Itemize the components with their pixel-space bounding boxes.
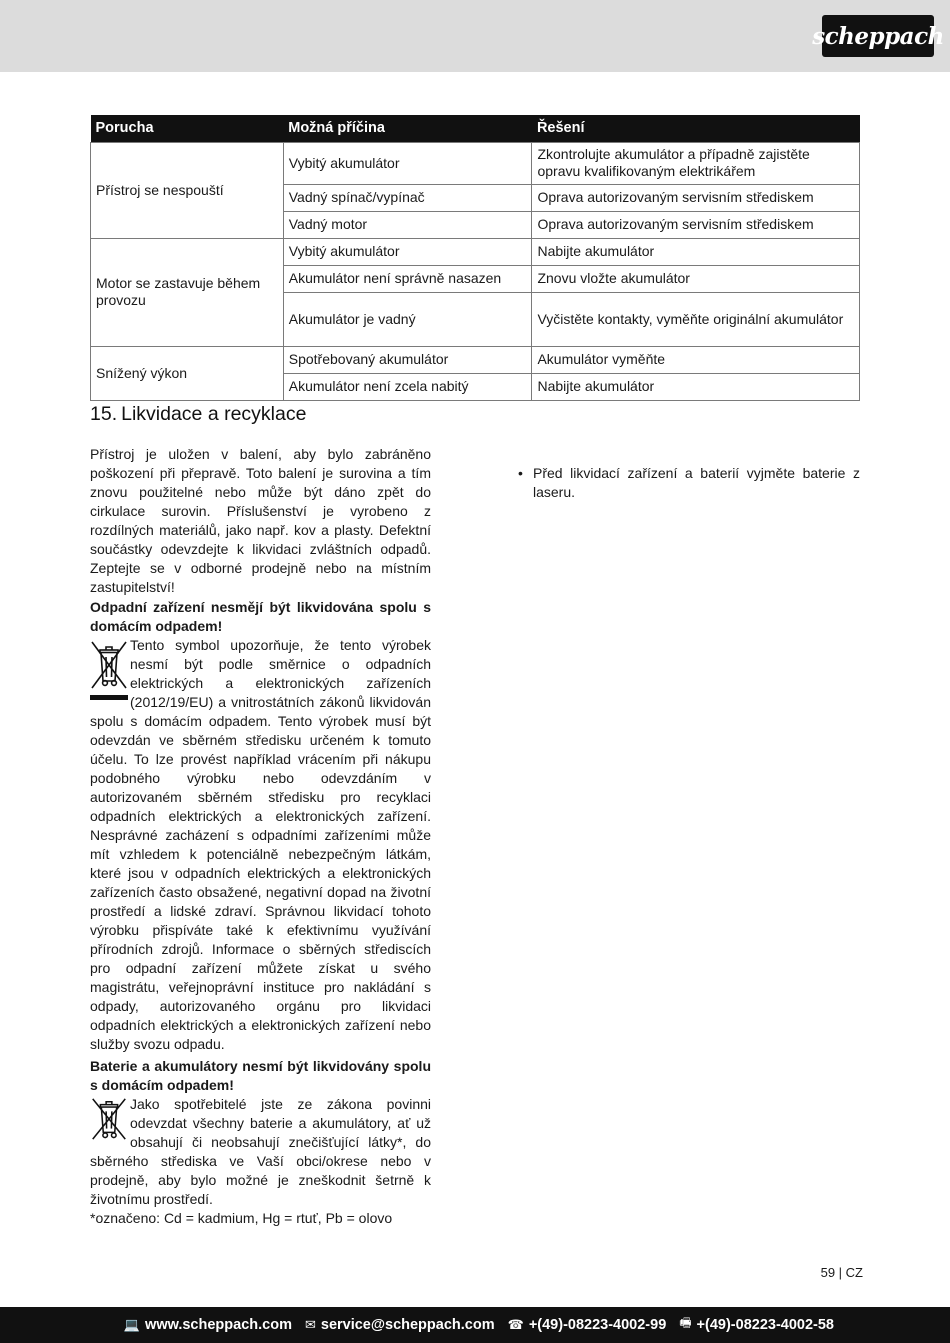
fault-cell: Přístroj se nespouští — [91, 142, 284, 238]
solution-cell: Akumulátor vyměňte — [532, 346, 860, 373]
weee-block — [90, 598, 431, 1054]
fault-cell: Snížený výkon — [91, 346, 284, 400]
brand-logo: scheppach — [822, 15, 934, 57]
cause-cell: Akumulátor je vadný — [283, 292, 532, 346]
crossed-bin-icon — [90, 638, 128, 704]
table-row — [91, 346, 860, 373]
footer-website-text: www.scheppach.com — [145, 1317, 292, 1333]
cause-cell: Akumulátor není správně nasazen — [283, 265, 532, 292]
crossed-bin-icon — [90, 1097, 128, 1141]
footer-fax-text: +(49)-08223-4002-58 — [696, 1317, 834, 1333]
table-header-row — [91, 115, 860, 142]
cause-cell: Akumulátor není zcela nabitý — [283, 373, 532, 400]
bullet-icon: • — [518, 465, 523, 481]
solution-cell: Nabijte akumulátor — [532, 238, 860, 265]
column-header: Možná příčina — [283, 115, 532, 142]
battery-text: Jako spotřebitelé jste ze zákona povinni odevzdat všechny baterie a akumulátory, ať už obsahují či neobsahují znečišťující látky*, do sběrného střediska ve Vaší obci/okrese nebo v prodejně, aby bylo možné je zneškodnit šetrně k životnímu prostředí. — [90, 1096, 431, 1207]
solution-cell: Znovu vložte akumulátor — [532, 265, 860, 292]
page-number: 59 | CZ — [820, 1265, 863, 1280]
table-row — [91, 238, 860, 265]
weee-text: Tento symbol upozorňuje, že tento výrobek nesmí být podle směrnice o odpadních elektrických a elektronických zařízeních (2012/19/EU) a vnitrostátních zákonů likvidován spolu s domácím odpadem. Tento výrobek musí být odevzdán ve sběrném středisku určeném k tomuto účelu. To lze provést například vrácením při nákupu podobného výrobku nebo odevzdáním v autorizovaném sběrném středisku pro recyklaci odpadních elektrických a elektronických zařízení. Nesprávné zacházení s odpadními zařízeními může mít vzhledem k potenciálně nebezpečným látkám, které jsou v odpadních elektrických a elektronických zařízeních často obsažené, negativní dopad na životní prostředí a lidské zdraví. Správnou likvidací tohoto výrobku přispíváte také k efektivnímu využívání přírodních zdrojů. Informace o sběrných střediscích pro odpadní zařízení můžete získat u svého magistrátu, veřejnoprávní instituce pro nakládání s odpady, autorizovaného orgánu pro likvidaci odpadních elektrických a elektronických zařízení nebo služby svozu odpadu. — [90, 637, 431, 1052]
footer-phone-text: +(49)-08223-4002-99 — [528, 1317, 667, 1333]
battery-note: *označeno: Cd = kadmium, Hg = rtuť, Pb = olovo — [90, 1210, 393, 1226]
troubleshooting-table — [90, 115, 860, 401]
bullet-list — [518, 464, 860, 502]
fault-cell: Motor se zastavuje během provozu — [91, 238, 284, 346]
phone-icon: ☎ — [507, 1317, 524, 1332]
footer-email[interactable] — [305, 1317, 495, 1333]
footer-bar — [0, 1307, 950, 1343]
table-row — [91, 142, 860, 184]
fax-icon: 🖷 — [679, 1315, 692, 1330]
cause-cell: Vybitý akumulátor — [283, 238, 532, 265]
solution-cell: Zkontrolujte akumulátor a případně zajistěte opravu kvalifikovaným elektrikářem — [532, 142, 860, 184]
section-number: 15. — [90, 403, 118, 425]
section-title: Likvidace a recyklace — [121, 403, 307, 425]
mail-icon: ✉ — [304, 1317, 316, 1332]
header-band — [0, 0, 950, 72]
computer-icon: 💻 — [123, 1317, 141, 1332]
solution-cell: Oprava autorizovaným servisním střediskem — [532, 184, 860, 211]
cause-cell: Vadný motor — [283, 211, 532, 238]
solution-cell: Vyčistěte kontakty, vyměňte originální akumulátor — [532, 292, 860, 346]
cause-cell: Spotřebovaný akumulátor — [283, 346, 532, 373]
footer-website[interactable] — [124, 1317, 292, 1333]
intro-paragraph: Přístroj je uložen v balení, aby bylo zabráněno poškození při přepravě. Toto balení je surovina a tím znovu použitelné nebo může být dáno zpět do cirkulace surovin. Příslušenství je vyrobeno z rozdílných materiálů, jako např. kov a plasty. Defektní součástky odevzdejte k likvidaci zvláštních odpadů. Zeptejte se v odborné prodejně nebo na místním zastupitelství! — [90, 446, 431, 595]
footer-fax[interactable] — [679, 1314, 834, 1336]
solution-cell: Nabijte akumulátor — [532, 373, 860, 400]
footer-email-text: service@scheppach.com — [320, 1317, 495, 1333]
battery-heading: Baterie a akumulátory nesmí být likvidovány spolu s domácím odpadem! — [90, 1058, 431, 1093]
list-item — [518, 464, 860, 502]
section-heading — [90, 403, 306, 426]
column-header: Řešení — [532, 115, 860, 142]
footer-phone[interactable] — [508, 1317, 667, 1333]
weee-heading: Odpadní zařízení nesmějí být likvidována spolu s domácím odpadem! — [90, 599, 431, 634]
column-header: Porucha — [91, 115, 284, 142]
list-item-text: Před likvidací zařízení a baterií vyjměte baterie z laseru. — [533, 465, 860, 500]
battery-block — [90, 1057, 431, 1228]
cause-cell: Vybitý akumulátor — [283, 142, 532, 184]
solution-cell: Oprava autorizovaným servisním střediskem — [532, 211, 860, 238]
cause-cell: Vadný spínač/vypínač — [283, 184, 532, 211]
